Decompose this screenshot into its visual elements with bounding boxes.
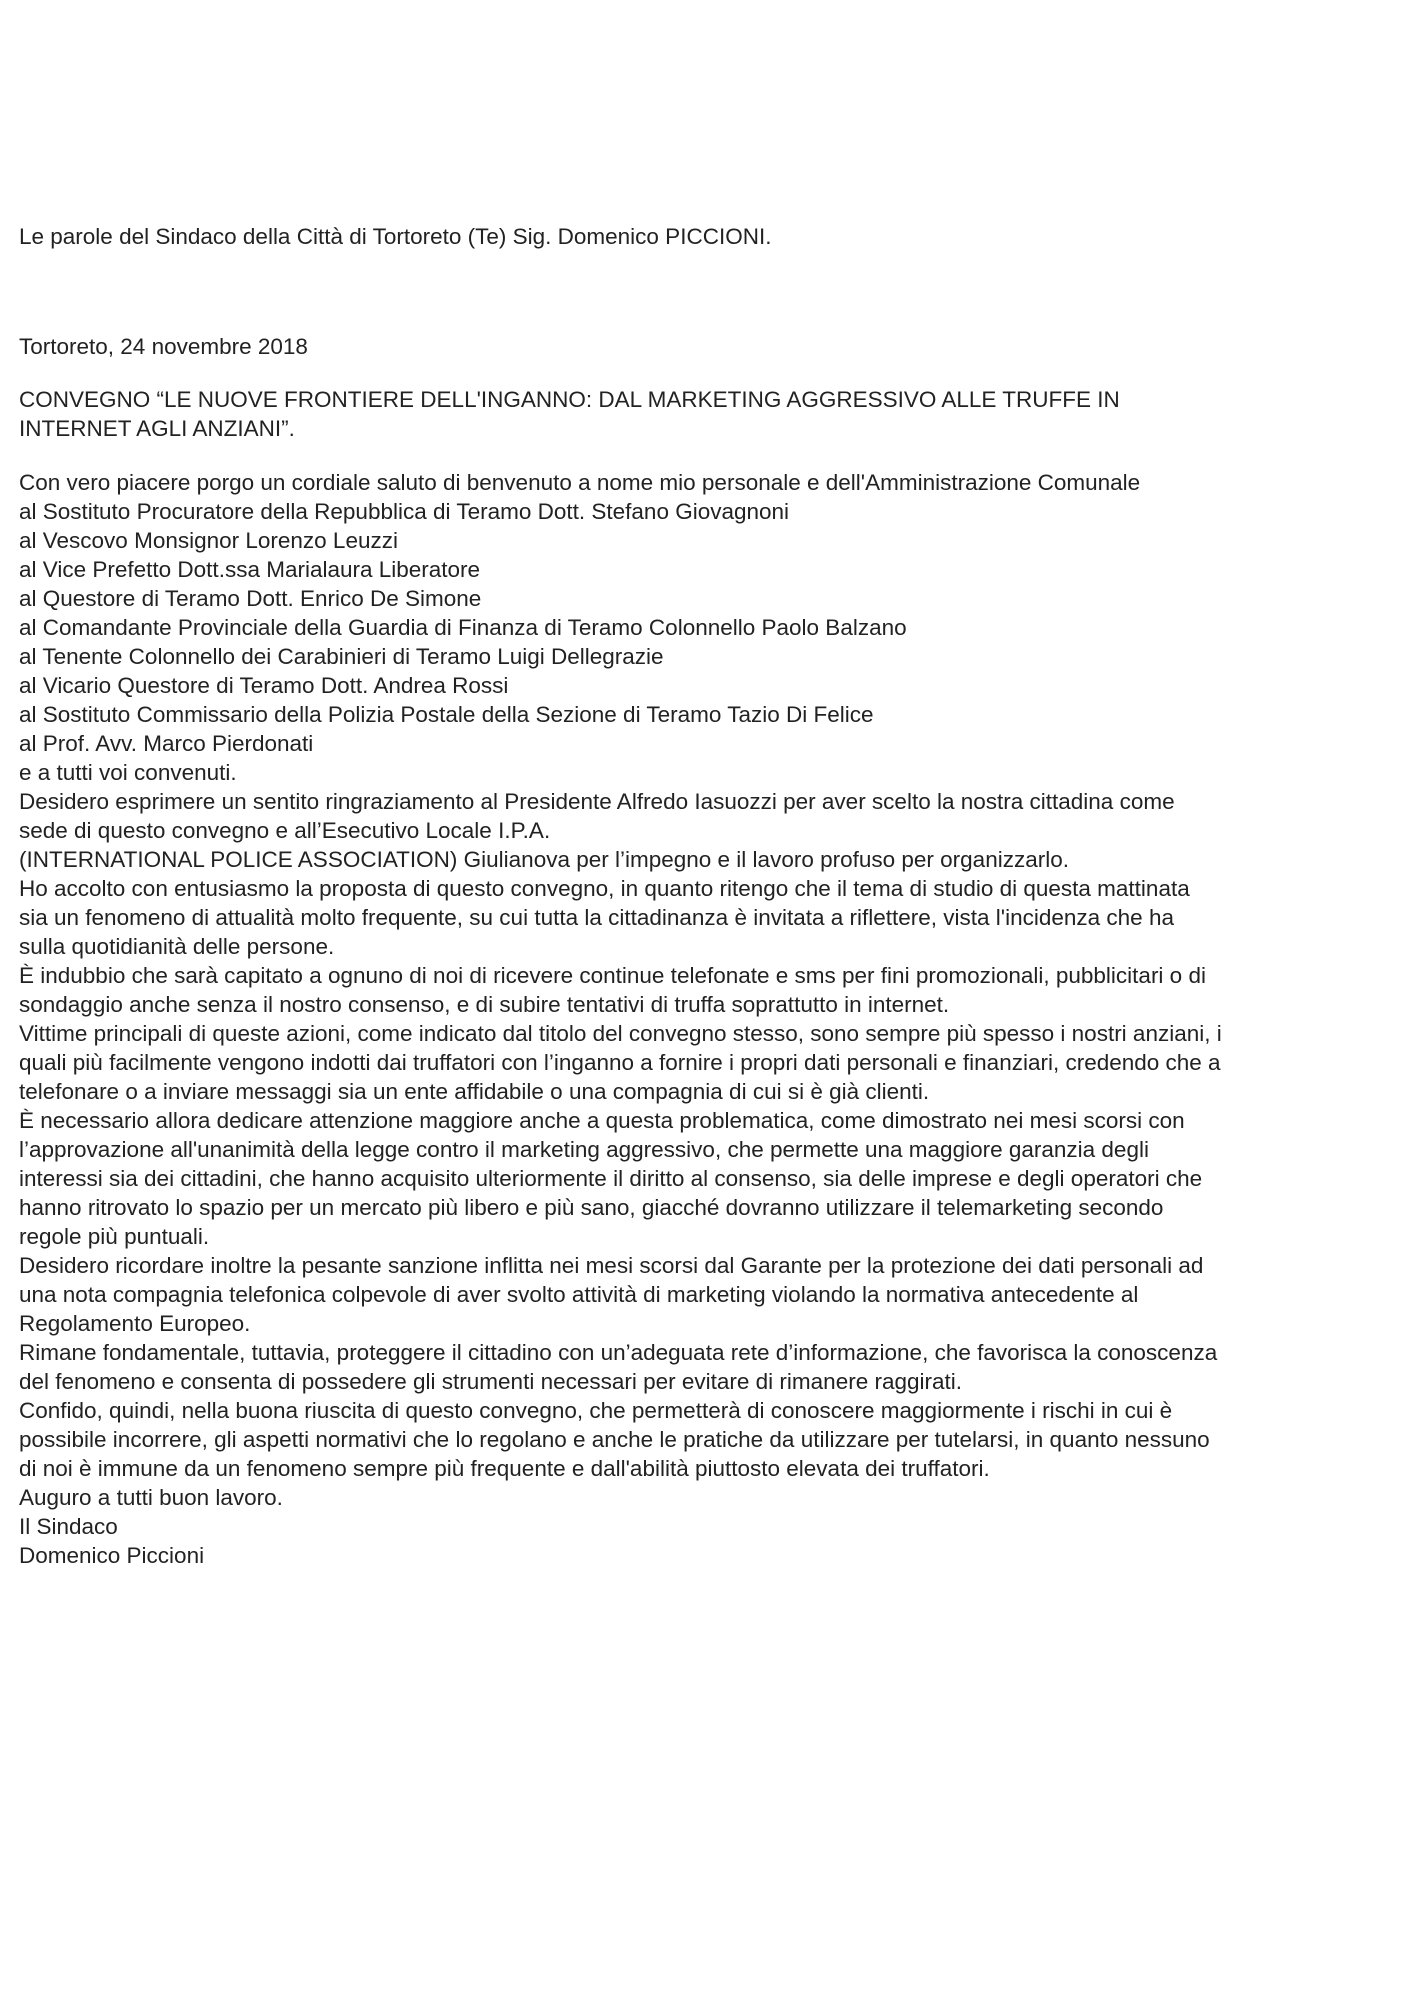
greeting-recipient: al Vicario Questore di Teramo Dott. Andrea Rossi [19,673,509,698]
body-line: Con vero piacere porgo un cordiale saluto di benvenuto a nome mio personale e dell'Amministrazione Comunale [19,470,1141,495]
date-line: Tortoreto, 24 novembre 2018 [19,334,308,359]
body-line: telefonare o a inviare messaggi sia un ente affidabile o una compagnia di cui si è già clienti. [19,1079,930,1104]
greeting-recipient: al Sostituto Procuratore della Repubblica di Teramo Dott. Stefano Giovagnoni [19,499,790,524]
signature-title: Il Sindaco [19,1514,118,1539]
body-line: Ho accolto con entusiasmo la proposta di questo convegno, in quanto ritengo che il tema di studio di questa mattinata [19,876,1190,901]
body-line: Confido, quindi, nella buona riuscita di questo convegno, che permetterà di conoscere maggiormente i rischi in cui è [19,1398,1173,1423]
body-line: sondaggio anche senza il nostro consenso, e di subire tentativi di truffa soprattutto in internet. [19,992,950,1017]
body-line: sia un fenomeno di attualità molto frequente, su cui tutta la cittadinanza è invitata a riflettere, vista l'incidenza che ha [19,905,1174,930]
body-line: (INTERNATIONAL POLICE ASSOCIATION) Giulianova per l’impegno e il lavoro profuso per organizzarlo. [19,847,1069,872]
body-line: Desidero ricordare inoltre la pesante sanzione inflitta nei mesi scorsi dal Garante per la protezione dei dati personali ad [19,1253,1204,1278]
body-line: interessi sia dei cittadini, che hanno acquisito ulteriormente il diritto al consenso, sia delle imprese e degli operatori che [19,1166,1203,1191]
greeting-recipient: al Prof. Avv. Marco Pierdonati [19,731,314,756]
greeting-recipient: al Questore di Teramo Dott. Enrico De Simone [19,586,482,611]
greeting-recipient: al Sostituto Commissario della Polizia Postale della Sezione di Teramo Tazio Di Felice [19,702,874,727]
intro-line: Le parole del Sindaco della Città di Tortoreto (Te) Sig. Domenico PICCIONI. [19,224,772,249]
closing-line: Auguro a tutti buon lavoro. [19,1485,283,1510]
body-line: l’approvazione all'unanimità della legge contro il marketing aggressivo, che permette una maggiore garanzia degli [19,1137,1149,1162]
greeting-recipient: al Vice Prefetto Dott.ssa Marialaura Liberatore [19,557,481,582]
body-line: Rimane fondamentale, tuttavia, proteggere il cittadino con un’adeguata rete d’informazione, che favorisca la conoscenza [19,1340,1218,1365]
signature-name: Domenico Piccioni [19,1543,205,1568]
body-line: È indubbio che sarà capitato a ognuno di noi di ricevere continue telefonate e sms per fini promozionali, pubblicitari o di [19,963,1206,988]
body-line: Desidero esprimere un sentito ringraziamento al Presidente Alfredo Iasuozzi per aver scelto la nostra cittadina come [19,789,1175,814]
body-line: È necessario allora dedicare attenzione maggiore anche a questa problematica, come dimostrato nei mesi scorsi con [19,1108,1185,1133]
letter-body [19,468,1389,1570]
body-line: e a tutti voi convenuti. [19,760,237,785]
body-line: una nota compagnia telefonica colpevole di aver svolto attività di marketing violando la normativa antecedente al [19,1282,1139,1307]
body-line: del fenomeno e consenta di possedere gli strumenti necessari per evitare di rimanere raggirati. [19,1369,963,1394]
body-line: sulla quotidianità delle persone. [19,934,335,959]
greeting-recipient: al Tenente Colonnello dei Carabinieri di Teramo Luigi Dellegrazie [19,644,664,669]
body-line: sede di questo convegno e all’Esecutivo Locale I.P.A. [19,818,551,843]
greeting-recipient: al Vescovo Monsignor Lorenzo Leuzzi [19,528,398,553]
body-line: di noi è immune da un fenomeno sempre più frequente e dall'abilità piuttosto elevata dei truffatori. [19,1456,990,1481]
title-line: INTERNET AGLI ANZIANI”. [19,416,295,441]
title-line: CONVEGNO “LE NUOVE FRONTIERE DELL'INGANNO: DAL MARKETING AGGRESSIVO ALLE TRUFFE IN [19,387,1120,412]
body-line: possibile incorrere, gli aspetti normativi che lo regolano e anche le pratiche da utilizzare per tutelarsi, in quanto nessuno [19,1427,1210,1452]
body-line: Vittime principali di queste azioni, come indicato dal titolo del convegno stesso, sono sempre più spesso i nostri anziani, i [19,1021,1222,1046]
body-line: hanno ritrovato lo spazio per un mercato più libero e più sano, giacché dovranno utilizzare il telemarketing secondo [19,1195,1164,1220]
body-line: regole più puntuali. [19,1224,210,1249]
greeting-recipient: al Comandante Provinciale della Guardia di Finanza di Teramo Colonnello Paolo Balzano [19,615,907,640]
conference-title [19,385,1389,443]
body-line: quali più facilmente vengono indotti dai truffatori con l’inganno a fornire i propri dati personali e finanziari, credendo che a [19,1050,1221,1075]
body-line: Regolamento Europeo. [19,1311,251,1336]
